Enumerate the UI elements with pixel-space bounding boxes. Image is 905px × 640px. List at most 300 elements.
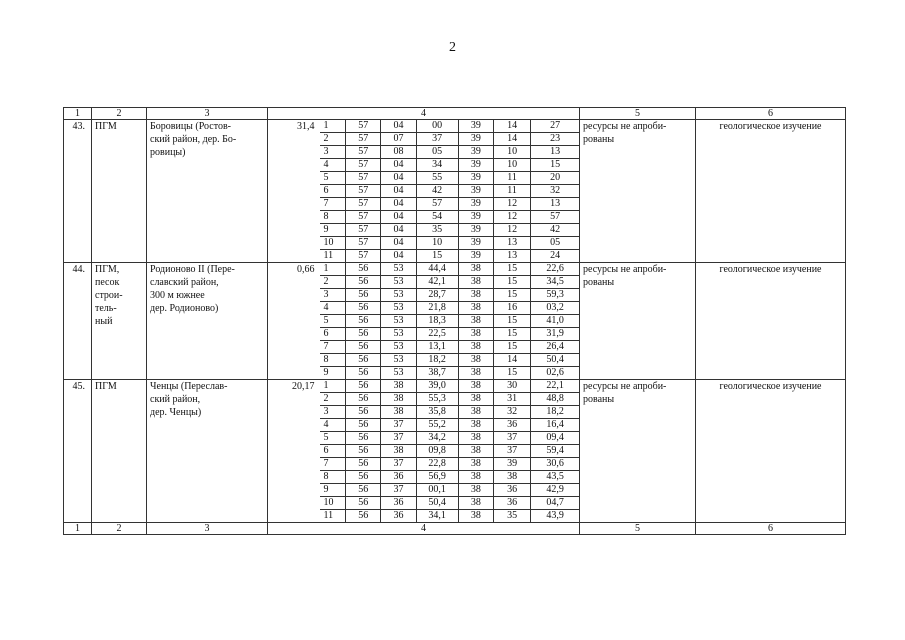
lat-degrees: 57	[346, 224, 381, 237]
lat-degrees: 56	[346, 354, 381, 367]
point-number: 1	[320, 120, 346, 133]
text-line: ПГМ	[95, 121, 117, 132]
point-number: 7	[320, 458, 346, 471]
lon-seconds: 23	[531, 133, 579, 146]
lon-seconds: 20	[531, 172, 579, 185]
lat-minutes: 37	[381, 484, 416, 497]
lon-minutes: 11	[493, 185, 530, 198]
text-line: Ченцы (Переслав-	[150, 381, 228, 392]
lat-minutes: 04	[381, 224, 416, 237]
point-number: 9	[320, 367, 346, 380]
point-number: 3	[320, 406, 346, 419]
lat-degrees: 57	[346, 120, 381, 133]
text-line: Боровицы (Ростов-	[150, 121, 232, 132]
lat-minutes: 53	[381, 328, 416, 341]
lat-minutes: 04	[381, 250, 416, 263]
lon-minutes: 37	[493, 445, 530, 458]
lon-seconds: 09,4	[531, 432, 579, 445]
deposit-row	[64, 120, 846, 263]
point-number: 8	[320, 471, 346, 484]
lat-seconds: 54	[416, 211, 458, 224]
column-number-label: 4	[268, 108, 580, 120]
lat-seconds: 50,4	[416, 497, 458, 510]
lon-seconds: 57	[531, 211, 579, 224]
coordinate-point-row	[320, 510, 580, 523]
deposits-table	[63, 107, 846, 535]
lon-minutes: 12	[493, 211, 530, 224]
lat-seconds: 00,1	[416, 484, 458, 497]
lat-minutes: 38	[381, 393, 416, 406]
header-number-row	[64, 108, 846, 120]
lat-minutes: 36	[381, 497, 416, 510]
coordinate-point-row	[320, 198, 580, 211]
text-line: дер. Родионово)	[150, 303, 219, 314]
lat-seconds: 35,8	[416, 406, 458, 419]
lon-minutes: 38	[493, 471, 530, 484]
lat-seconds: 18,2	[416, 354, 458, 367]
lat-seconds: 37	[416, 133, 458, 146]
coordinate-point-row	[320, 354, 580, 367]
point-number: 5	[320, 432, 346, 445]
coordinate-point-row	[320, 406, 580, 419]
lon-degrees: 39	[458, 172, 493, 185]
lat-minutes: 38	[381, 406, 416, 419]
point-number: 3	[320, 289, 346, 302]
resources-status	[580, 380, 696, 523]
lon-minutes: 13	[493, 250, 530, 263]
lon-seconds: 41,0	[531, 315, 579, 328]
lon-seconds: 32	[531, 185, 579, 198]
column-number-label: 3	[147, 108, 268, 120]
deposit-type	[92, 263, 147, 380]
column-number-label: 5	[580, 108, 696, 120]
point-number: 4	[320, 302, 346, 315]
deposit-row	[64, 263, 846, 380]
lon-minutes: 14	[493, 354, 530, 367]
lon-seconds: 50,4	[531, 354, 579, 367]
coordinate-point-row	[320, 471, 580, 484]
lat-degrees: 56	[346, 276, 381, 289]
coordinate-point-row	[320, 302, 580, 315]
lon-degrees: 38	[458, 302, 493, 315]
point-number: 6	[320, 185, 346, 198]
coordinate-point-row	[320, 263, 580, 276]
deposit-area: 31,4	[268, 120, 320, 263]
lon-seconds: 24	[531, 250, 579, 263]
lon-degrees: 39	[458, 211, 493, 224]
lat-degrees: 56	[346, 458, 381, 471]
text-line: Родионово II (Пере-	[150, 264, 235, 275]
lon-seconds: 02,6	[531, 367, 579, 380]
coordinate-point-row	[320, 159, 580, 172]
text-line: рованы	[583, 134, 615, 145]
lat-minutes: 04	[381, 120, 416, 133]
lon-seconds: 04,7	[531, 497, 579, 510]
lon-minutes: 14	[493, 120, 530, 133]
lat-minutes: 53	[381, 302, 416, 315]
column-number-label: 1	[64, 523, 92, 535]
text-line: ПГМ	[95, 381, 117, 392]
lat-seconds: 18,3	[416, 315, 458, 328]
lon-minutes: 16	[493, 302, 530, 315]
lat-degrees: 56	[346, 341, 381, 354]
coordinate-point-row	[320, 224, 580, 237]
lon-seconds: 48,8	[531, 393, 579, 406]
lat-minutes: 53	[381, 367, 416, 380]
deposit-purpose: геологическое изучение	[696, 120, 846, 263]
lat-seconds: 10	[416, 237, 458, 250]
lon-minutes: 36	[493, 419, 530, 432]
lon-minutes: 12	[493, 198, 530, 211]
lon-seconds: 34,5	[531, 276, 579, 289]
lon-seconds: 22,6	[531, 263, 579, 276]
footer-number-row	[64, 523, 846, 535]
lat-minutes: 37	[381, 458, 416, 471]
point-number: 6	[320, 445, 346, 458]
lat-seconds: 34,1	[416, 510, 458, 523]
coordinate-point-row	[320, 237, 580, 250]
lat-minutes: 04	[381, 172, 416, 185]
lat-seconds: 13,1	[416, 341, 458, 354]
lon-degrees: 38	[458, 354, 493, 367]
lon-seconds: 42	[531, 224, 579, 237]
coordinate-point-row	[320, 419, 580, 432]
coordinates-table	[320, 380, 580, 522]
point-number: 10	[320, 497, 346, 510]
coordinate-point-row	[320, 484, 580, 497]
lon-seconds: 05	[531, 237, 579, 250]
lat-degrees: 57	[346, 237, 381, 250]
lat-seconds: 28,7	[416, 289, 458, 302]
lat-minutes: 53	[381, 315, 416, 328]
text-line: рованы	[583, 277, 615, 288]
lat-seconds: 00	[416, 120, 458, 133]
lon-degrees: 39	[458, 120, 493, 133]
coordinate-point-row	[320, 133, 580, 146]
lon-degrees: 39	[458, 237, 493, 250]
lat-minutes: 36	[381, 471, 416, 484]
lat-seconds: 34	[416, 159, 458, 172]
lat-seconds: 34,2	[416, 432, 458, 445]
deposit-purpose: геологическое изучение	[696, 380, 846, 523]
lat-minutes: 38	[381, 445, 416, 458]
lat-degrees: 56	[346, 419, 381, 432]
coordinate-point-row	[320, 211, 580, 224]
lat-seconds: 39,0	[416, 380, 458, 393]
deposit-area: 20,17	[268, 380, 320, 523]
row-number: 44.	[64, 263, 92, 380]
lon-degrees: 38	[458, 458, 493, 471]
lat-degrees: 57	[346, 159, 381, 172]
lat-seconds: 22,8	[416, 458, 458, 471]
lat-degrees: 56	[346, 289, 381, 302]
lat-degrees: 56	[346, 315, 381, 328]
lat-degrees: 57	[346, 172, 381, 185]
lon-degrees: 38	[458, 367, 493, 380]
lon-degrees: 39	[458, 133, 493, 146]
lat-degrees: 56	[346, 393, 381, 406]
lat-degrees: 56	[346, 484, 381, 497]
lon-degrees: 38	[458, 328, 493, 341]
lat-degrees: 56	[346, 445, 381, 458]
column-number-label: 6	[696, 108, 846, 120]
lat-minutes: 08	[381, 146, 416, 159]
lat-seconds: 55,3	[416, 393, 458, 406]
lon-seconds: 22,1	[531, 380, 579, 393]
lon-seconds: 13	[531, 198, 579, 211]
lon-degrees: 39	[458, 198, 493, 211]
lat-seconds: 44,4	[416, 263, 458, 276]
lon-degrees: 38	[458, 289, 493, 302]
lat-seconds: 35	[416, 224, 458, 237]
text-line: строи-	[95, 290, 123, 301]
lat-degrees: 57	[346, 185, 381, 198]
column-number-label: 1	[64, 108, 92, 120]
text-line: ный	[95, 316, 113, 327]
text-line: рованы	[583, 394, 615, 405]
coordinate-points	[320, 120, 580, 263]
lat-degrees: 57	[346, 133, 381, 146]
lon-degrees: 39	[458, 146, 493, 159]
deposit-purpose: геологическое изучение	[696, 263, 846, 380]
lat-seconds: 15	[416, 250, 458, 263]
lat-minutes: 07	[381, 133, 416, 146]
lon-minutes: 12	[493, 224, 530, 237]
lat-seconds: 55	[416, 172, 458, 185]
point-number: 7	[320, 341, 346, 354]
lon-minutes: 15	[493, 341, 530, 354]
lon-degrees: 38	[458, 432, 493, 445]
point-number: 4	[320, 159, 346, 172]
lon-degrees: 38	[458, 497, 493, 510]
point-number: 3	[320, 146, 346, 159]
coordinate-point-row	[320, 458, 580, 471]
lon-degrees: 39	[458, 159, 493, 172]
column-number-label: 3	[147, 523, 268, 535]
lat-minutes: 04	[381, 185, 416, 198]
lat-minutes: 04	[381, 198, 416, 211]
coordinate-point-row	[320, 445, 580, 458]
lon-seconds: 59,3	[531, 289, 579, 302]
lon-seconds: 59,4	[531, 445, 579, 458]
lat-degrees: 56	[346, 510, 381, 523]
lat-degrees: 57	[346, 250, 381, 263]
lon-minutes: 14	[493, 133, 530, 146]
deposit-location	[147, 120, 268, 263]
point-number: 9	[320, 224, 346, 237]
lat-minutes: 53	[381, 341, 416, 354]
coordinate-point-row	[320, 328, 580, 341]
lon-degrees: 38	[458, 315, 493, 328]
deposit-location	[147, 263, 268, 380]
lat-minutes: 04	[381, 211, 416, 224]
coordinates-table	[320, 120, 580, 262]
column-number-label: 2	[92, 108, 147, 120]
lon-seconds: 27	[531, 120, 579, 133]
lon-minutes: 32	[493, 406, 530, 419]
lon-minutes: 15	[493, 289, 530, 302]
column-number-label: 2	[92, 523, 147, 535]
page-number: 2	[449, 40, 456, 55]
resources-status	[580, 120, 696, 263]
point-number: 6	[320, 328, 346, 341]
coordinate-point-row	[320, 276, 580, 289]
lon-degrees: 38	[458, 471, 493, 484]
column-number-label: 6	[696, 523, 846, 535]
text-line: 300 м южнее	[150, 290, 205, 301]
coordinate-point-row	[320, 367, 580, 380]
coordinate-point-row	[320, 315, 580, 328]
lat-minutes: 36	[381, 510, 416, 523]
coordinate-point-row	[320, 380, 580, 393]
lon-degrees: 38	[458, 341, 493, 354]
coordinates-table	[320, 263, 580, 379]
point-number: 2	[320, 133, 346, 146]
text-line: ресурсы не апроби-	[583, 121, 667, 132]
lon-minutes: 11	[493, 172, 530, 185]
lon-degrees: 38	[458, 510, 493, 523]
lon-minutes: 10	[493, 159, 530, 172]
lat-minutes: 37	[381, 419, 416, 432]
lon-degrees: 38	[458, 406, 493, 419]
deposit-location	[147, 380, 268, 523]
coordinate-point-row	[320, 120, 580, 133]
lon-minutes: 15	[493, 263, 530, 276]
coordinate-point-row	[320, 432, 580, 445]
lat-degrees: 57	[346, 146, 381, 159]
lon-seconds: 43,5	[531, 471, 579, 484]
lat-seconds: 42,1	[416, 276, 458, 289]
coordinate-point-row	[320, 146, 580, 159]
point-number: 1	[320, 263, 346, 276]
text-line: дер. Ченцы)	[150, 407, 202, 418]
lat-minutes: 38	[381, 380, 416, 393]
lat-minutes: 04	[381, 237, 416, 250]
point-number: 2	[320, 393, 346, 406]
point-number: 4	[320, 419, 346, 432]
coordinate-point-row	[320, 289, 580, 302]
column-number-label: 4	[268, 523, 580, 535]
lat-degrees: 57	[346, 198, 381, 211]
coordinate-point-row	[320, 497, 580, 510]
lat-seconds: 05	[416, 146, 458, 159]
point-number: 8	[320, 354, 346, 367]
lon-degrees: 38	[458, 393, 493, 406]
lon-minutes: 36	[493, 497, 530, 510]
lat-seconds: 42	[416, 185, 458, 198]
resources-status	[580, 263, 696, 380]
lon-minutes: 31	[493, 393, 530, 406]
lon-seconds: 31,9	[531, 328, 579, 341]
coordinate-point-row	[320, 185, 580, 198]
deposit-row	[64, 380, 846, 523]
text-line: ресурсы не апроби-	[583, 381, 667, 392]
lat-degrees: 56	[346, 263, 381, 276]
lon-minutes: 15	[493, 328, 530, 341]
lon-minutes: 15	[493, 315, 530, 328]
point-number: 7	[320, 198, 346, 211]
lat-seconds: 56,9	[416, 471, 458, 484]
point-number: 9	[320, 484, 346, 497]
lon-minutes: 37	[493, 432, 530, 445]
lon-minutes: 15	[493, 276, 530, 289]
point-number: 2	[320, 276, 346, 289]
lon-degrees: 39	[458, 185, 493, 198]
text-line: славский район,	[150, 277, 219, 288]
coordinate-point-row	[320, 341, 580, 354]
text-line: ровицы)	[150, 147, 186, 158]
lat-degrees: 56	[346, 302, 381, 315]
row-number: 45.	[64, 380, 92, 523]
lon-degrees: 38	[458, 419, 493, 432]
lon-degrees: 38	[458, 276, 493, 289]
point-number: 8	[320, 211, 346, 224]
lon-minutes: 13	[493, 237, 530, 250]
lat-degrees: 57	[346, 211, 381, 224]
lon-minutes: 39	[493, 458, 530, 471]
lon-seconds: 18,2	[531, 406, 579, 419]
lon-seconds: 03,2	[531, 302, 579, 315]
text-line: песок	[95, 277, 120, 288]
point-number: 1	[320, 380, 346, 393]
lon-minutes: 30	[493, 380, 530, 393]
lat-seconds: 55,2	[416, 419, 458, 432]
text-line: ПГМ,	[95, 264, 120, 275]
lon-minutes: 15	[493, 367, 530, 380]
lon-degrees: 38	[458, 380, 493, 393]
lon-degrees: 39	[458, 224, 493, 237]
lat-minutes: 04	[381, 159, 416, 172]
point-number: 10	[320, 237, 346, 250]
lon-seconds: 42,9	[531, 484, 579, 497]
coordinate-points	[320, 380, 580, 523]
coordinate-point-row	[320, 393, 580, 406]
lon-degrees: 38	[458, 445, 493, 458]
lat-minutes: 53	[381, 276, 416, 289]
lat-degrees: 56	[346, 471, 381, 484]
lat-degrees: 56	[346, 328, 381, 341]
lat-degrees: 56	[346, 380, 381, 393]
text-line: ский район,	[150, 394, 201, 405]
lat-seconds: 21,8	[416, 302, 458, 315]
deposit-type	[92, 380, 147, 523]
text-line: тель-	[95, 303, 117, 314]
lat-minutes: 53	[381, 263, 416, 276]
lat-seconds: 38,7	[416, 367, 458, 380]
coordinate-point-row	[320, 250, 580, 263]
lat-seconds: 22,5	[416, 328, 458, 341]
lon-seconds: 13	[531, 146, 579, 159]
text-line: ресурсы не апроби-	[583, 264, 667, 275]
lat-degrees: 56	[346, 432, 381, 445]
lon-seconds: 15	[531, 159, 579, 172]
point-number: 5	[320, 172, 346, 185]
lon-seconds: 43,9	[531, 510, 579, 523]
point-number: 11	[320, 510, 346, 523]
lat-seconds: 57	[416, 198, 458, 211]
lon-seconds: 30,6	[531, 458, 579, 471]
deposit-type	[92, 120, 147, 263]
deposit-area: 0,66	[268, 263, 320, 380]
lat-degrees: 56	[346, 367, 381, 380]
lon-degrees: 38	[458, 263, 493, 276]
column-number-label: 5	[580, 523, 696, 535]
lat-degrees: 56	[346, 406, 381, 419]
coordinate-points	[320, 263, 580, 380]
coordinate-point-row	[320, 172, 580, 185]
point-number: 5	[320, 315, 346, 328]
lon-seconds: 16,4	[531, 419, 579, 432]
